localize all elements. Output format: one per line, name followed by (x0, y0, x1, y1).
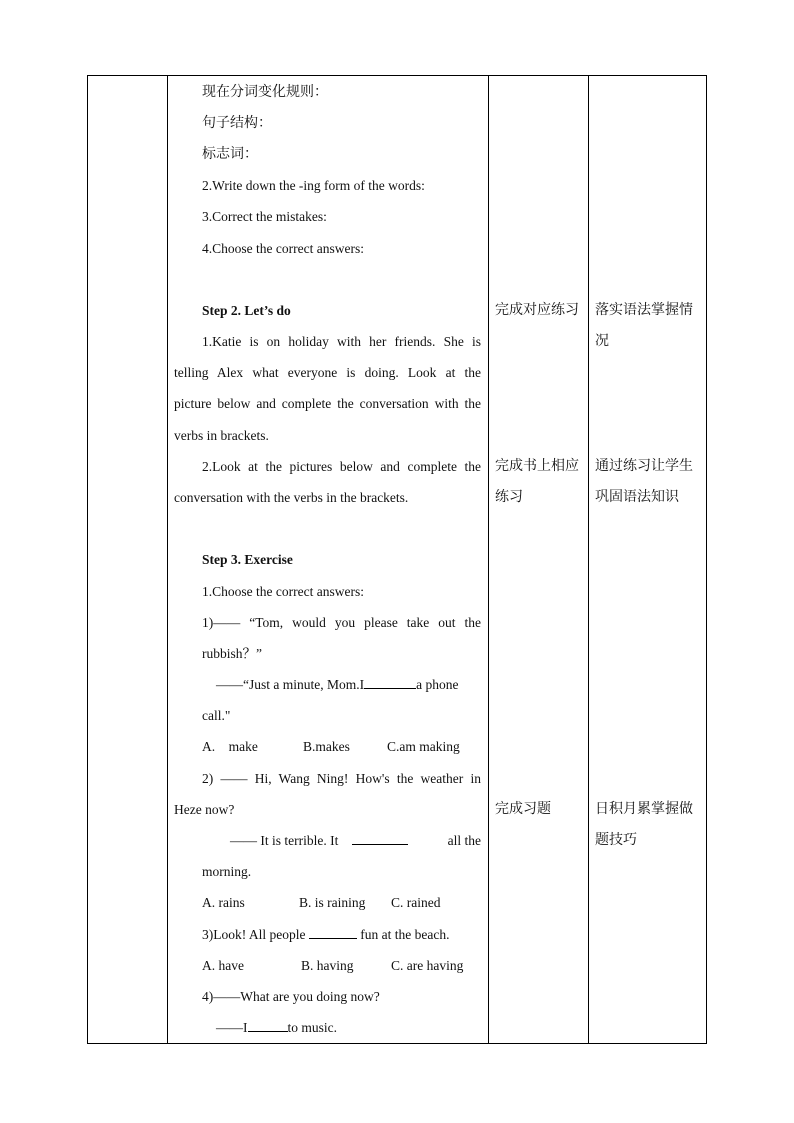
design-intent: 况 (595, 333, 609, 349)
table-column-divider (488, 76, 489, 1043)
paragraph-line: 1.Katie is on holiday with her friends. She is (202, 334, 481, 349)
design-intent: 落实语法掌握情 (595, 302, 693, 318)
step2-heading: Step 2. Let’s do (202, 303, 291, 318)
question-text: to music. (287, 1020, 337, 1035)
design-intent: 题技巧 (595, 832, 637, 848)
signal-words-label: 标志词： (202, 146, 258, 162)
question-text: —— It is terrible. It (230, 833, 339, 848)
option-a: A. rains (202, 895, 245, 910)
question-line: call." (202, 708, 231, 723)
design-intent: 巩固语法知识 (595, 489, 679, 505)
option-b: B. having (301, 958, 354, 973)
answer-blank (352, 843, 408, 845)
paragraph-line: 2.Look at the pictures below and complete the (202, 459, 481, 474)
question-line: 4)——What are you doing now? (202, 989, 380, 1004)
option-b: B.makes (303, 739, 350, 754)
question-text: fun at the beach. (360, 927, 450, 942)
question-line: rubbish？” (202, 646, 262, 661)
option-c: C. are having (391, 958, 464, 973)
student-activity: 完成对应练习 (495, 302, 579, 318)
table-column-divider (588, 76, 589, 1043)
question-line: morning. (202, 864, 252, 879)
option-c: C.am making (387, 739, 460, 754)
answer-blank (248, 1030, 288, 1032)
option-b: B. is raining (299, 895, 366, 910)
student-activity: 完成书上相应 (495, 458, 579, 474)
question-text: ——I (216, 1020, 248, 1035)
question-line (202, 919, 449, 950)
design-intent: 日积月累掌握做 (595, 801, 693, 817)
option-c: C. rained (391, 895, 441, 910)
design-intent: 通过练习让学生 (595, 458, 693, 474)
question-text: 3)Look! All people (202, 927, 306, 942)
task-line: 4.Choose the correct answers: (202, 241, 364, 256)
question-line (230, 825, 481, 856)
answer-blank (309, 937, 357, 939)
structure-label: 句子结构： (202, 115, 272, 131)
question-text: ——“Just a minute, Mom.I (216, 677, 365, 692)
student-activity: 完成习题 (495, 801, 551, 817)
question-line: Heze now? (174, 802, 235, 817)
answer-blank (364, 687, 416, 689)
option-a: A. have (202, 958, 244, 973)
question-line (216, 669, 481, 700)
paragraph-line: verbs in brackets. (174, 428, 269, 443)
step3-heading: Step 3. Exercise (202, 552, 293, 567)
paragraph-line: conversation with the verbs in the brackets. (174, 490, 409, 505)
question-text: a phone (416, 677, 459, 692)
lesson-table (87, 75, 707, 1044)
table-column-divider (167, 76, 168, 1043)
task-line: 2.Write down the -ing form of the words: (202, 178, 425, 193)
paragraph-line: picture below and complete the conversation with the (174, 396, 481, 411)
question-line: 1)—— “Tom, would you please take out the (202, 615, 481, 630)
student-activity: 练习 (495, 489, 523, 505)
task-line: 3.Correct the mistakes: (202, 209, 327, 224)
rule-label: 现在分词变化规则： (202, 84, 328, 100)
option-a: A. make (202, 739, 258, 754)
task-line: 1.Choose the correct answers: (202, 584, 364, 599)
question-line (216, 1012, 337, 1043)
question-line: 2) —— Hi, Wang Ning! How's the weather in (202, 771, 481, 786)
paragraph-line: telling Alex what everyone is doing. Look at the (174, 365, 481, 380)
question-text: all the (447, 833, 481, 848)
